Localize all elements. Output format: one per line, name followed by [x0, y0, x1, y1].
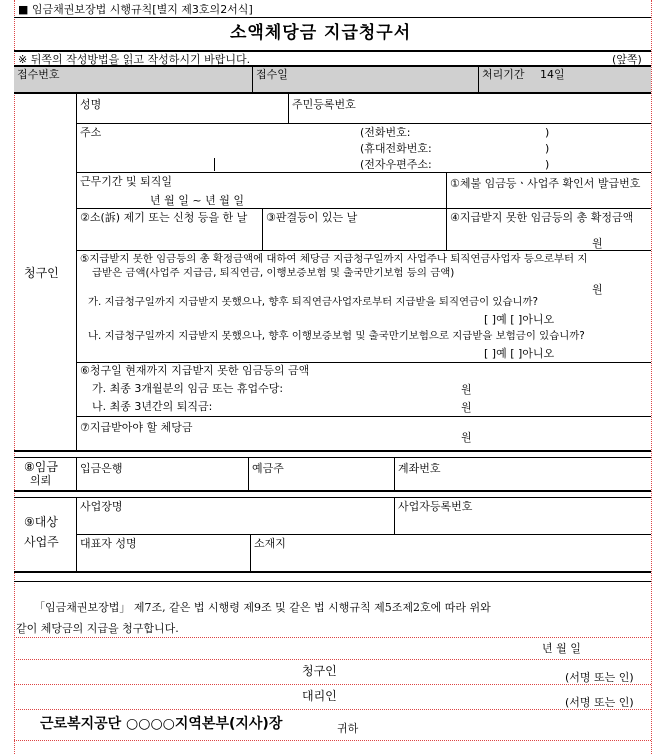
item4-label: ④지급받지 못한 임금등의 총 확정금액: [450, 211, 634, 224]
employer-bottom-rule: [14, 571, 651, 573]
item2-label: ②소(訴) 제기 또는 신청 등을 한 날: [80, 211, 248, 224]
item5-question-b: 나. 지급청구일까지 지급받지 못했으나, 향후 이행보증보험 및 출국만기보험으로 지급받을 보험금이 있습니까?: [88, 330, 585, 342]
account-holder-label: 예금주: [252, 462, 284, 475]
location-label: 소재지: [254, 537, 286, 550]
item1-label: ①체불 임금등ㆍ사업주 확인서 발급번호: [450, 177, 641, 190]
claimant-section-label: 청구인: [24, 266, 59, 280]
agent-signature[interactable]: (서명 또는 인): [565, 696, 634, 709]
employer-divider-1: [394, 497, 395, 534]
item5-text-1: ⑤지급받지 못한 임금등의 총 확정금액에 대하여 체당금 지급청구일까지 사업주나 퇴직연금사업자 등으로부터 지: [80, 253, 588, 265]
email-close: ): [545, 158, 550, 171]
header-rule: [14, 17, 651, 18]
row-rule-1: [76, 123, 651, 124]
item3-label: ③판결등이 있는 날: [266, 211, 358, 224]
phone-label: (전화번호:: [360, 126, 411, 139]
employer-mid-rule: [76, 534, 651, 535]
bank-divider-2: [394, 457, 395, 490]
spacer-rule: [14, 581, 651, 582]
bank-section-label-1: ⑧임금: [24, 460, 58, 474]
employer-section-label-1: ⑨대상: [24, 515, 58, 529]
row-rule-2: [76, 172, 651, 173]
item4-won: 원: [592, 237, 603, 250]
footer-rule: [14, 740, 651, 741]
work-period-dates: 년 월 일 ~ 년 월 일: [150, 194, 244, 207]
mobile-label: (휴대전화번호:: [360, 142, 432, 155]
item2-item3-divider: [262, 208, 263, 250]
receipt-divider-2: [478, 66, 479, 92]
rrn-label: 주민등록번호: [292, 98, 356, 111]
business-name-label: 사업장명: [80, 500, 123, 513]
claimant-sign-rule: [14, 684, 651, 685]
claimant-sign-label: 청구인: [302, 664, 337, 678]
work-period-label: 근무기간 및 퇴직일: [80, 175, 173, 188]
account-number-label: 계좌번호: [398, 462, 441, 475]
law-reference: ■ 임금채권보장법 시행규칙[별지 제3호의2서식]: [18, 3, 253, 16]
addressee: 근로복지공단 ○○○○지역본부(지사)장: [40, 716, 283, 732]
item6-b-won: 원: [461, 401, 472, 414]
item7-won: 원: [461, 431, 472, 444]
declaration-date: 년 월 일: [542, 642, 581, 655]
representative-label: 대표자 성명: [80, 537, 137, 550]
item6-label: ⑥청구일 현재까지 지급받지 못한 임금등의 금액: [80, 364, 310, 377]
agent-sign-label: 대리인: [302, 689, 337, 703]
honorific: 귀하: [337, 722, 359, 735]
guide-right: [651, 0, 652, 754]
title-rule: [14, 50, 651, 52]
processing-period-label: 처리기간: [482, 68, 525, 81]
name-rrn-divider: [288, 94, 289, 123]
business-reg-no-label: 사업자등록번호: [398, 500, 473, 513]
name-label: 성명: [80, 98, 102, 111]
document-title: 소액체당금 지급청구서: [230, 23, 412, 43]
employer-divider-2: [250, 534, 251, 571]
row-rule-4: [76, 250, 651, 251]
item5-won: 원: [592, 283, 603, 296]
bank-section-label-2: 의뢰: [30, 474, 52, 487]
row-rule-3: [76, 208, 651, 209]
row-rule-5: [76, 362, 651, 363]
declaration-rule: [14, 637, 651, 638]
bank-top-rule: [14, 457, 651, 458]
address-label: 주소: [80, 126, 102, 139]
declaration-line-1: 「임금채권보장법」 제7조, 같은 법 시행령 제9조 및 같은 법 시행규칙 제5조제2호에 따라 위와: [34, 601, 491, 614]
phone-close: ): [545, 126, 550, 139]
item6-a-label: 가. 최종 3개월분의 임금 또는 휴업수당:: [92, 382, 284, 395]
receipt-no-label: 접수번호: [17, 68, 60, 81]
instruction-note: ※ 뒤쪽의 작성방법을 읽고 작성하시기 바랍니다.: [18, 53, 251, 66]
claimant-label-divider: [76, 94, 77, 450]
row-rule-6: [76, 416, 651, 417]
receipt-date-label: 접수일: [256, 68, 288, 81]
bank-bottom-rule: [14, 490, 651, 492]
receipt-divider-1: [252, 66, 253, 92]
item5-yes-no-a[interactable]: [ ]예 [ ]아니오: [484, 313, 555, 326]
employer-section-label-2: 사업주: [24, 535, 59, 549]
declaration-line-2: 같이 체당금의 지급을 청구합니다.: [16, 622, 179, 635]
work-item1-divider: [446, 172, 447, 208]
employer-top-rule: [14, 497, 651, 498]
receipt-bottom-rule: [14, 92, 651, 94]
date-rule: [14, 659, 651, 660]
item5-text-2: 급받은 금액(사업주 지급금, 퇴직연금, 이행보증보험 및 출국만기보험 등의 금액): [92, 267, 455, 279]
bank-label-divider: [76, 457, 77, 490]
item5-question-a: 가. 지급청구일까지 지급받지 못했으나, 향후 퇴직연금사업자로부터 지급받을 퇴직연금이 있습니까?: [88, 296, 539, 308]
claimant-signature[interactable]: (서명 또는 인): [565, 671, 634, 684]
item7-label: ⑦지급받아야 할 체당금: [80, 421, 193, 434]
guide-left: [14, 0, 15, 754]
bank-name-label: 입금은행: [80, 462, 123, 475]
item6-a-won: 원: [461, 383, 472, 396]
claimant-bottom-rule: [14, 450, 651, 452]
bank-divider-1: [248, 457, 249, 490]
item3-item4-divider: [446, 208, 447, 250]
agent-sign-rule: [14, 709, 651, 710]
page-side-label: (앞쪽): [612, 53, 642, 66]
item6-b-label: 나. 최종 3년간의 퇴직금:: [92, 400, 213, 413]
receipt-top-rule: [14, 65, 651, 67]
item5-yes-no-b[interactable]: [ ]예 [ ]아니오: [484, 347, 555, 360]
text-cursor: [214, 158, 215, 171]
processing-period-value: 14일: [540, 68, 565, 81]
mobile-close: ): [545, 142, 550, 155]
email-label: (전자우편주소:: [360, 158, 432, 171]
